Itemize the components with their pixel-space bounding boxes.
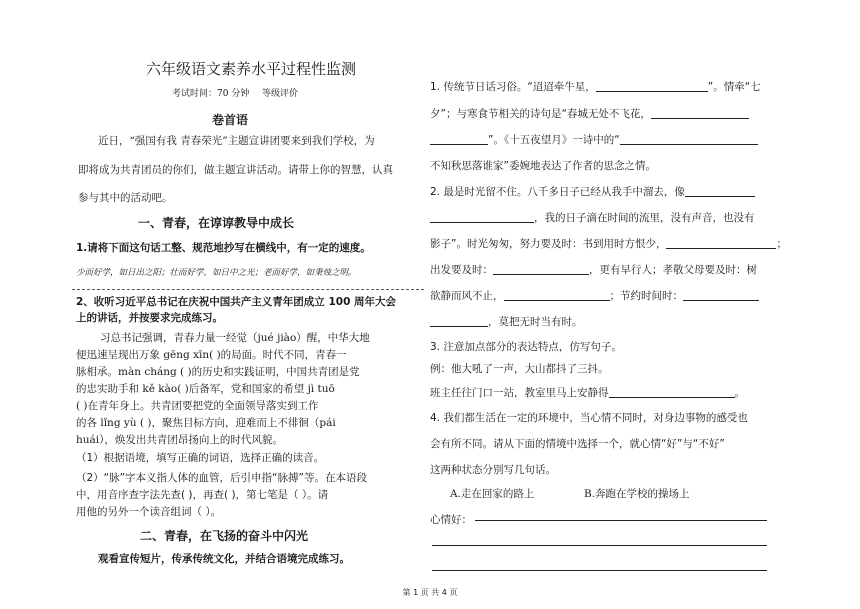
r-q4-line-3: 这两种状态分别写几句话。 [430, 464, 556, 476]
passage-line-4: 的忠实助手和 kě kào( )后备军，党和国家的希望 jì tuō [76, 383, 335, 395]
answer-blank[interactable] [430, 132, 488, 145]
answer-blank[interactable] [620, 132, 758, 145]
q2-sub2-line-3: 用他的另外一个读音组词（ ）。 [76, 506, 222, 518]
q1-prompt: 1.请将下面这句话工整、规范地抄写在横线中，有一定的速度。 [76, 242, 371, 254]
r-q2-line-2: ，我的日子滴在时间的流里，没有声音，也没有 [430, 210, 755, 225]
passage-line-6: 的各 lǐng yù ( )，聚焦目标方向，迎难而上不徘徊（pái [76, 417, 336, 429]
preface-heading: 卷首语 [212, 113, 249, 127]
section-divider [72, 289, 424, 290]
q2-sub2-line-1: （2）“脉”字本义指人体的血管，后引申指“脉搏”等。在本语段 [76, 472, 367, 484]
answer-blank[interactable] [609, 385, 735, 398]
r-q1-line-3: ”。《十五夜望月》一诗中的“ [430, 132, 758, 147]
q2-sub2-line-2: 中，用音序查字法先查( )，再查( )，第七笔是（ ）。请 [76, 489, 329, 501]
mood-good-blank[interactable] [475, 520, 767, 521]
answer-line[interactable] [432, 545, 767, 546]
answer-line[interactable] [432, 570, 767, 571]
passage-line-3: 脉相承。màn cháng ( )的历史和实践证明，中国共青团是党 [76, 366, 360, 378]
passage-line-7: huái），焕发出共青团昂扬向上的时代风貌。 [76, 434, 283, 446]
q2-sub1: （1）根据语境，填写正确的词语，选择正确的读音。 [76, 452, 325, 464]
page-footer: 第 1 页 共 4 页 [402, 588, 458, 597]
answer-blank[interactable] [685, 184, 755, 197]
passage-line-2: 便迅速呈现出万象 gēng xīn( )的局面。时代不同，青春一 [76, 349, 347, 361]
mood-good-label: 心情好： [430, 514, 472, 526]
r-q2-line-4: 出发要及时： ，更有早行人；孝敬父母要及时：树 [430, 264, 757, 276]
section2-heading: 二、青春，在飞扬的奋斗中闪光 [140, 529, 309, 543]
q1-copy-text: 少而好学，如日出之阳；壮而好学，如日中之光；老而好学，如秉烛之明。 [76, 268, 357, 278]
answer-blank[interactable] [504, 288, 610, 301]
exam-time: 考试时间：70 分钟 [172, 89, 250, 99]
option-a: A.走在回家的路上 [450, 488, 535, 500]
option-b: B.奔跑在学校的操场上 [584, 488, 690, 500]
page-title: 六年级语文素养水平过程性监测 [146, 60, 357, 78]
r-q2-line-3: 影子”。时光匆匆，努力要及时：书到用时方恨少， ； [430, 238, 787, 250]
r-q1-line-2: 夕”；与寒食节相关的诗句是“春城无处不飞花， [430, 106, 749, 121]
section2-intro: 观看宣传短片，传承传统文化，并结合语境完成练习。 [98, 553, 350, 565]
answer-blank[interactable] [430, 314, 488, 327]
preface-line-1: 近日，“强国有我 青春荣光”主题宣讲团要来到我们学校，为 [98, 135, 375, 147]
answer-blank[interactable] [493, 262, 589, 275]
preface-line-2: 即将成为共青团员的你们，做主题宣讲活动。请带上你的智慧，认真 [78, 164, 393, 176]
r-q1-line-1: 1. 传统节日话习俗。“迢迢牵牛星， ”。情牵“七 [430, 81, 761, 93]
q2-prompt-line-1: 2、收听习近平总书记在庆祝中国共产主义青年团成立 100 周年大会 [76, 296, 397, 308]
answer-blank[interactable] [596, 79, 708, 92]
preface-line-3: 参与其中的活动吧。 [78, 192, 173, 204]
r-q3-example: 例：他大吼了一声，大山都抖了三抖。 [430, 363, 609, 375]
r-q2-line-1: 2. 最是时光留不住。八千多日子已经从我手中溜去，像 [430, 184, 755, 199]
answer-blank[interactable] [651, 106, 749, 119]
section1-heading: 一、青春，在谆谆教导中成长 [138, 216, 295, 230]
q2-prompt-line-2: 上的讲话，并按要求完成练习。 [76, 312, 223, 324]
r-q3-answer: 班主任往门口一站，教室里马上安静得 。 [430, 387, 745, 399]
answer-blank[interactable] [666, 236, 776, 249]
r-q1-line-4: 不知秋思落谁家”委婉地表达了作者的思念之情。 [430, 160, 656, 172]
answer-blank[interactable] [430, 210, 534, 223]
r-q3-prompt: 3. 注意加点部分的表达特点，仿写句子。 [430, 341, 622, 353]
r-q2-line-6: ，莫把无时当有时。 [430, 314, 583, 329]
passage-line-1: 习总书记强调，青春力量一经觉（jué jiào）醒，中华大地 [100, 332, 370, 344]
r-q2-line-5: 欲静而风不止， ；节约时间时： [430, 288, 759, 303]
passage-line-5: ( )在青年身上。共青团要把党的全面领导落实到工作 [76, 400, 319, 412]
answer-blank[interactable] [683, 288, 759, 301]
r-q4-line-2: 会有所不同。请从下面的情境中选择一个，就心情“好”与“不好” [430, 438, 725, 450]
r-q4-line-1: 4. 我们都生活在一定的环境中，当心情不同时，对身边事物的感受也 [430, 412, 748, 424]
grade-evaluation: 等级评价 [262, 89, 299, 99]
